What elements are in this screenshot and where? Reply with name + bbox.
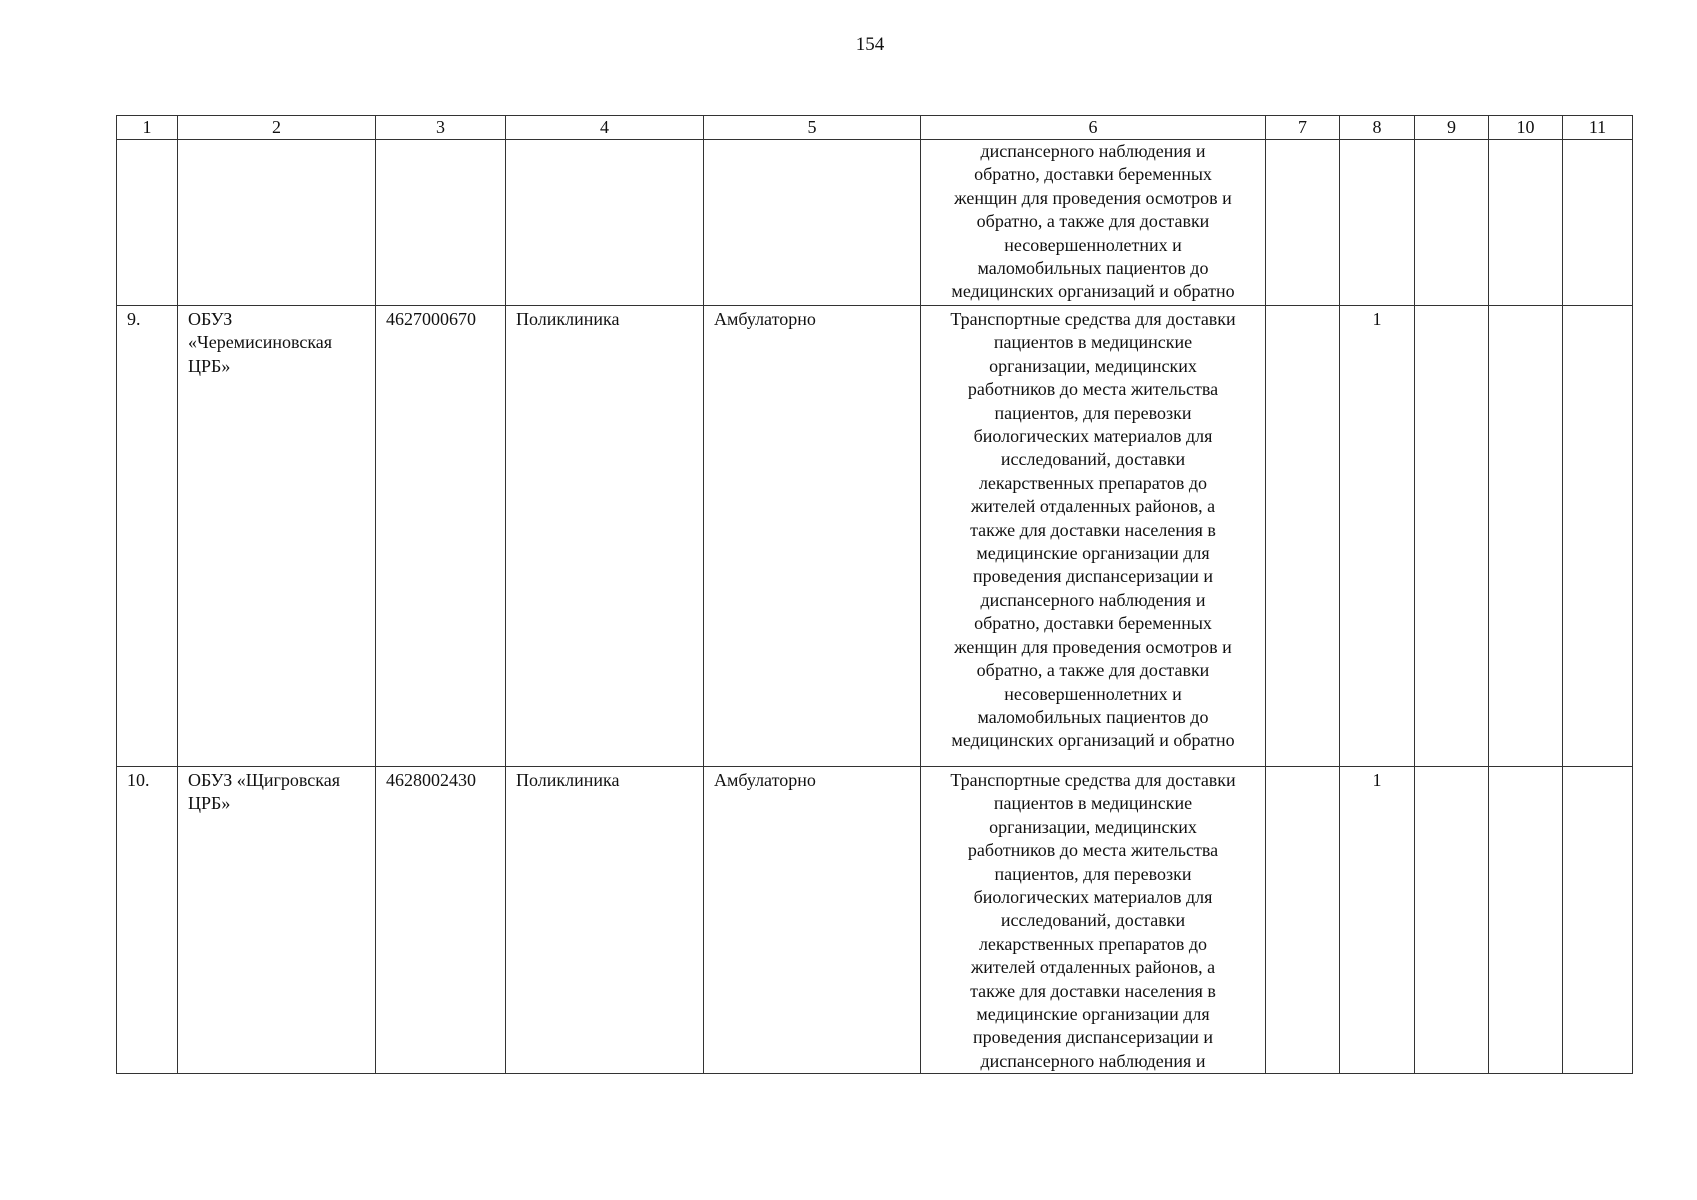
department-cell: Поликлиника — [506, 767, 704, 1074]
care-type-cell: Амбулаторно — [704, 306, 921, 767]
text-line: работников до места жительства — [967, 840, 1219, 861]
text-line: пациентов, для перевозки — [994, 863, 1192, 884]
department-cell: Поликлиника — [506, 306, 704, 767]
text-line: проведения диспансеризации и — [973, 1027, 1213, 1048]
organization-cell — [178, 306, 376, 767]
table-cell — [1415, 140, 1489, 306]
text-line: биологических материалов для — [973, 887, 1213, 908]
text-line: диспансерного наблюдения и — [980, 1050, 1206, 1071]
column-header: 11 — [1563, 116, 1633, 140]
text-line: биологических материалов для — [973, 426, 1213, 447]
table-cell — [1563, 140, 1633, 306]
text-line: обратно, доставки беременных — [974, 613, 1212, 634]
text-line: исследований, доставки — [1000, 449, 1186, 470]
text-line: пациентов в медицинские — [993, 332, 1193, 353]
table-cell — [704, 140, 921, 306]
table-cell — [1489, 767, 1563, 1074]
inn-cell: 4627000670 — [376, 306, 506, 767]
text-line: маломобильных пациентов до — [977, 258, 1209, 279]
table-cell — [1489, 140, 1563, 306]
text-line: лекарственных препаратов до — [978, 933, 1208, 954]
text-line: обратно, а также для доставки — [976, 211, 1210, 232]
text-line: женщин для проведения осмотров и — [954, 636, 1232, 657]
text-line: медицинских организаций и обратно — [951, 281, 1235, 302]
text-line: ЦРБ» — [188, 355, 231, 376]
inn-cell: 4628002430 — [376, 767, 506, 1074]
description-cell — [921, 140, 1266, 306]
text-line: Транспортные средства для доставки — [950, 309, 1236, 329]
table-cell — [1415, 767, 1489, 1074]
table-cell — [1266, 140, 1340, 306]
description-cell — [921, 306, 1266, 767]
text-line: ОБУЗ — [188, 309, 233, 329]
text-line: организации, медицинских — [989, 816, 1197, 837]
table-row — [117, 306, 1633, 767]
description-cell — [921, 767, 1266, 1074]
column-header: 7 — [1266, 116, 1340, 140]
page-number: 154 — [855, 34, 885, 55]
table-cell — [178, 140, 376, 306]
column-header: 4 — [506, 116, 704, 140]
column-header: 3 — [376, 116, 506, 140]
care-type-cell: Амбулаторно — [704, 767, 921, 1074]
text-line: обратно, а также для доставки — [976, 660, 1210, 681]
table-cell — [506, 140, 704, 306]
row-index: 10. — [117, 767, 178, 1074]
column-header: 5 — [704, 116, 921, 140]
text-line: пациентов, для перевозки — [994, 402, 1192, 423]
text-line: диспансерного наблюдения и — [980, 589, 1206, 610]
text-line: пациентов в медицинские — [993, 793, 1193, 814]
column-header: 2 — [178, 116, 376, 140]
text-line: также для доставки населения в — [970, 980, 1216, 1001]
column-header: 9 — [1415, 116, 1489, 140]
text-line: диспансерного наблюдения и — [980, 141, 1206, 161]
text-line: Транспортные средства для доставки — [950, 770, 1236, 790]
quantity-cell: 1 — [1340, 306, 1415, 767]
text-line: исследований, доставки — [1000, 910, 1186, 931]
table-header-row — [117, 116, 1633, 140]
text-line: работников до места жительства — [967, 379, 1219, 400]
table-cell — [376, 140, 506, 306]
text-line: обратно, доставки беременных — [974, 164, 1212, 185]
text-line: медицинские организации для — [976, 1004, 1210, 1025]
text-line: ОБУЗ «Щигровская — [188, 770, 341, 790]
table-cell — [117, 140, 178, 306]
text-line: жителей отдаленных районов, а — [970, 496, 1216, 517]
text-line: медицинских организаций и обратно — [951, 730, 1235, 751]
table-cell — [1415, 306, 1489, 767]
text-line: лекарственных препаратов до — [978, 472, 1208, 493]
column-header: 6 — [921, 116, 1266, 140]
text-line: жителей отдаленных районов, а — [970, 957, 1216, 978]
text-line: проведения диспансеризации и — [973, 566, 1213, 587]
text-line: также для доставки населения в — [970, 519, 1216, 540]
table-row-continuation — [117, 140, 1633, 306]
quantity-cell: 1 — [1340, 767, 1415, 1074]
column-header: 8 — [1340, 116, 1415, 140]
row-index: 9. — [117, 306, 178, 767]
text-line: организации, медицинских — [989, 355, 1197, 376]
column-header: 1 — [117, 116, 178, 140]
table-cell — [1340, 140, 1415, 306]
text-line: ЦРБ» — [188, 793, 231, 814]
column-header: 10 — [1489, 116, 1563, 140]
text-line: несовершеннолетних и — [1004, 683, 1182, 704]
text-line: медицинские организации для — [976, 543, 1210, 564]
data-table — [116, 115, 1633, 1074]
table-cell — [1266, 306, 1340, 767]
table-cell — [1563, 767, 1633, 1074]
text-line: несовершеннолетних и — [1004, 234, 1182, 255]
text-line: маломобильных пациентов до — [977, 706, 1209, 727]
table-cell — [1563, 306, 1633, 767]
table-cell — [1489, 306, 1563, 767]
table-row — [117, 767, 1633, 1074]
text-line: женщин для проведения осмотров и — [954, 187, 1232, 208]
text-line: «Черемисиновская — [188, 332, 333, 353]
organization-cell — [178, 767, 376, 1074]
table-cell — [1266, 767, 1340, 1074]
